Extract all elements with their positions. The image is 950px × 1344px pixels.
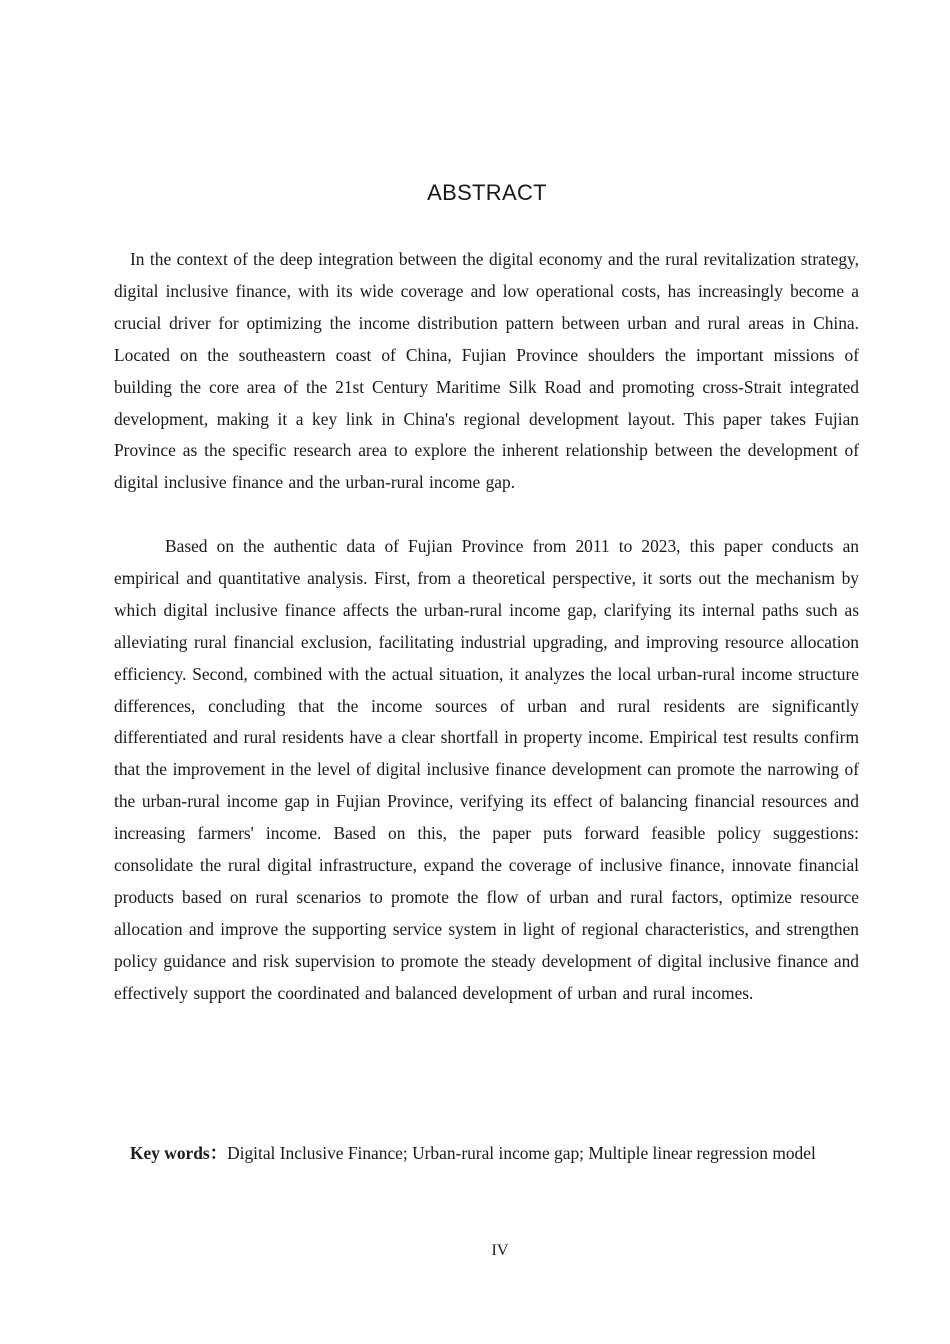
- abstract-paragraph-2: Based on the authentic data of Fujian Province from 2011 to 2023, this paper conducts an empirical and quantitative analysis. First, from a theoretical perspective, it sorts out the mechanism by which digital inclusive finance affects the urban-rural income gap, clarifying its internal paths such as alleviating rural financial exclusion, facilitating industrial upgrading, and improving resource allocation efficiency. Second, combined with the actual situation, it analyzes the local urban-rural income structure differences, concluding that the income sources of urban and rural residents are significantly differentiated and rural residents have a clear shortfall in property income. Empirical test results confirm that the improvement in the level of digital inclusive finance development can promote the narrowing of the urban-rural income gap in Fujian Province, verifying its effect of balancing financial resources and increasing farmers' income. Based on this, the paper puts forward feasible policy suggestions: consolidate the rural digital infrastructure, expand the coverage of inclusive finance, innovate financial products based on rural scenarios to promote the flow of urban and rural factors, optimize resource allocation and improve the supporting service system in light of regional characteristics, and strengthen policy guidance and risk supervision to promote the steady development of digital inclusive finance and effectively support the coordinated and balanced development of urban and rural incomes.: [114, 536, 859, 1003]
- page-number: IV: [491, 1242, 509, 1259]
- abstract-title: ABSTRACT: [427, 180, 547, 205]
- keywords-text: Digital Inclusive Finance; Urban-rural income gap; Multiple linear regression model: [227, 1143, 816, 1163]
- keywords-label: Key words：: [130, 1143, 228, 1163]
- keywords-line: [114, 1138, 859, 1170]
- abstract-paragraph-1: In the context of the deep integration between the digital economy and the rural revitalization strategy, digital inclusive finance, with its wide coverage and low operational costs, has increasingly become a crucial driver for optimizing the income distribution pattern between urban and rural areas in China. Located on the southeastern coast of China, Fujian Province shoulders the important missions of building the core area of the 21st Century Maritime Silk Road and promoting cross-Strait integrated development, making it a key link in China's regional development layout. This paper takes Fujian Province as the specific research area to explore the inherent relationship between the development of digital inclusive finance and the urban-rural income gap.: [114, 249, 859, 493]
